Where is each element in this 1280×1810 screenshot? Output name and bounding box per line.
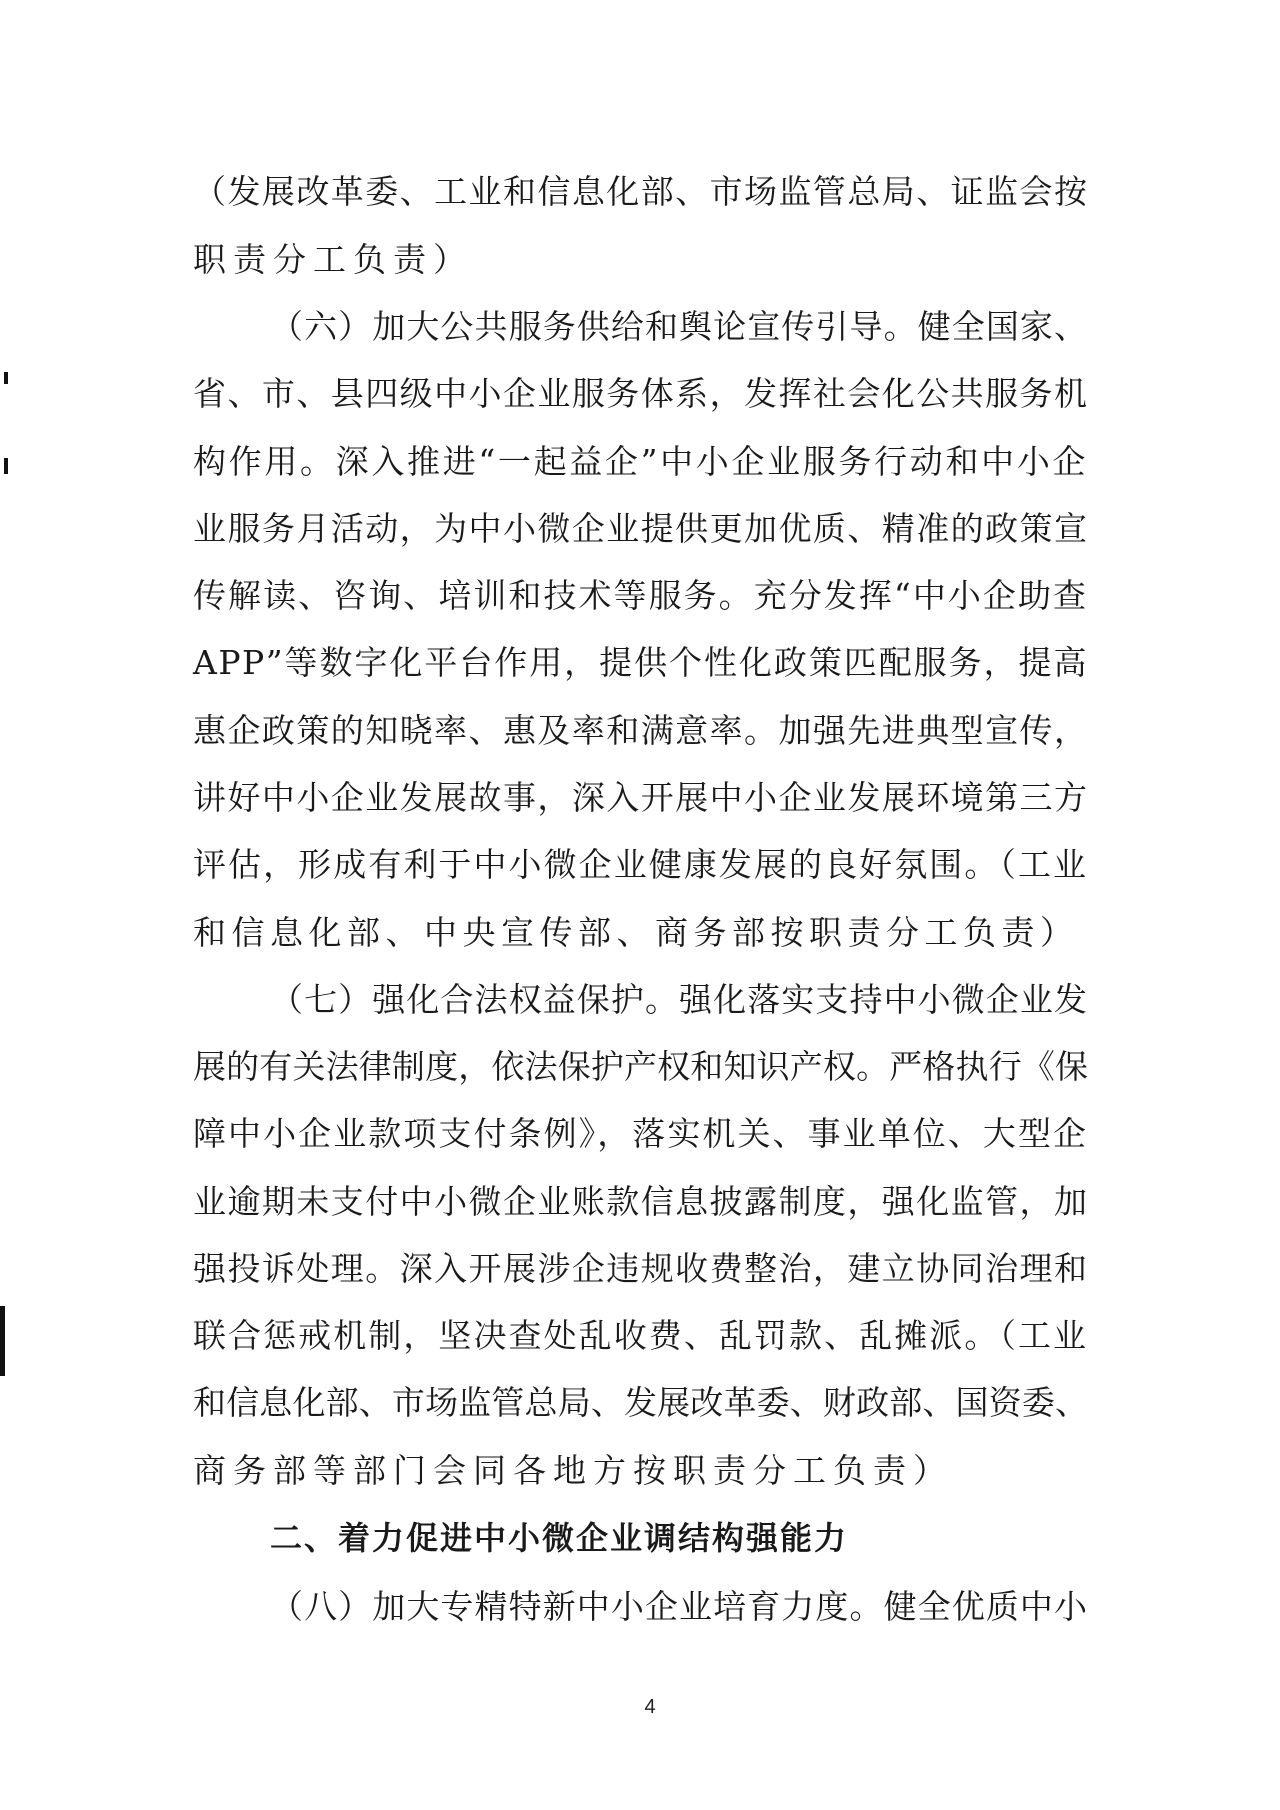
scan-mark-top (4, 372, 8, 384)
paragraph-6-line-8: 讲好中小企业发展故事，深入开展中小企业发展环境第三方 (193, 778, 1088, 817)
text-line-1: （发展改革委、工业和信息化部、市场监管总局、证监会按 (193, 172, 1088, 211)
text-line-2: 职责分工负责） (193, 240, 473, 279)
paragraph-6-line-2: 省、市、县四级中小企业服务体系，发挥社会化公共服务机 (193, 374, 1088, 413)
paragraph-8-line-1: （八）加大专精特新中小企业培育力度。健全优质中小 (270, 1587, 1088, 1626)
paragraph-7-line-4: 业逾期未支付中小微企业账款信息披露制度，强化监管，加 (193, 1182, 1088, 1221)
scan-mark-middle (4, 458, 8, 474)
scan-mark-bottom (0, 1306, 5, 1376)
page-number: 4 (644, 1696, 656, 1718)
paragraph-7-line-5: 强投诉处理。深入开展涉企违规收费整治，建立协同治理和 (193, 1249, 1088, 1288)
paragraph-6-line-9: 评估，形成有利于中小微企业健康发展的良好氛围。（工业 (193, 845, 1088, 884)
paragraph-7-line-6: 联合惩戒机制，坚决查处乱收费、乱罚款、乱摊派。（工业 (193, 1316, 1088, 1355)
section-heading: 二、着力促进中小微企业调结构强能力 (270, 1519, 849, 1557)
paragraph-6-line-5: 传解读、咨询、培训和技术等服务。充分发挥“中小企助查 (193, 576, 1088, 615)
paragraph-6-line-4: 业服务月活动，为中小微企业提供更加优质、精准的政策宣 (193, 509, 1088, 548)
paragraph-7-line-7: 和信息化部、市场监管总局、发展改革委、财政部、国资委、 (193, 1383, 1088, 1422)
paragraph-7-line-8: 商务部等部门会同各地方按职责分工负责） (193, 1451, 953, 1490)
paragraph-7-line-2: 展的有关法律制度，依法保护产权和知识产权。严格执行《保 (193, 1047, 1088, 1086)
paragraph-6-line-1: （六）加大公共服务供给和舆论宣传引导。健全国家、 (270, 307, 1088, 346)
paragraph-6-line-3: 构作用。深入推进“一起益企”中小企业服务行动和中小企 (193, 442, 1088, 481)
paragraph-7-line-3: 障中小企业款项支付条例》，落实机关、事业单位、大型企 (193, 1114, 1088, 1153)
paragraph-6-line-7: 惠企政策的知晓率、惠及率和满意率。加强先进典型宣传， (193, 711, 1088, 750)
paragraph-6-line-10: 和信息化部、中央宣传部、商务部按职责分工负责） (193, 913, 1079, 952)
paragraph-6-line-6: APP”等数字化平台作用，提供个性化政策匹配服务，提高 (193, 643, 1088, 682)
paragraph-7-line-1: （七）强化合法权益保护。强化落实支持中小微企业发 (270, 980, 1088, 1019)
